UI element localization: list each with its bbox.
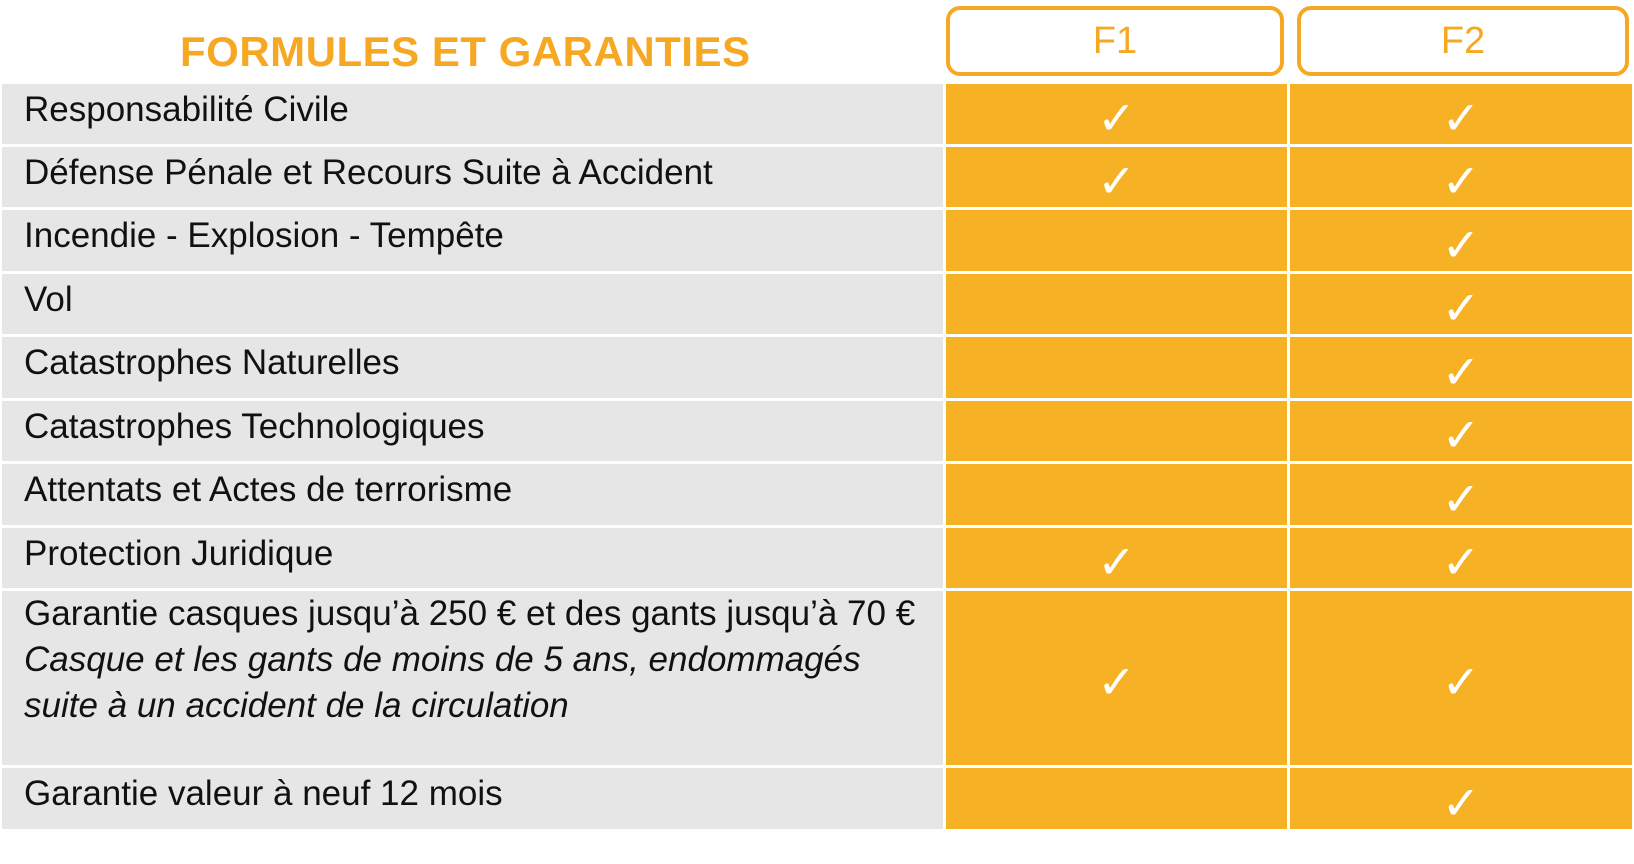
guarantee-label: Responsabilité Civile — [2, 84, 943, 144]
checkmark-icon: ✓ — [1097, 535, 1136, 589]
table-row — [2, 401, 1634, 461]
guarantee-note: Casque et les gants de moins de 5 ans, endommagés suite à un accident de la circulation — [24, 640, 861, 725]
f2-cell — [1290, 401, 1632, 461]
table-row — [2, 210, 1634, 271]
f2-cell — [1290, 591, 1632, 765]
f1-cell — [946, 337, 1287, 398]
f1-cell — [946, 274, 1287, 334]
table-row — [2, 84, 1634, 144]
f1-cell — [946, 464, 1287, 525]
table-row — [2, 768, 1634, 829]
checkmark-icon: ✓ — [1441, 408, 1481, 462]
column-header-f2: F2 — [1297, 6, 1629, 76]
checkmark-icon: ✓ — [1097, 154, 1136, 208]
checkmark-icon: ✓ — [1441, 344, 1481, 399]
f1-cell — [946, 401, 1287, 461]
table-row — [2, 274, 1634, 334]
f2-cell — [1290, 84, 1632, 144]
checkmark-icon: ✓ — [1441, 217, 1481, 272]
page-title: FORMULES ET GARANTIES — [180, 28, 751, 75]
table-row — [2, 591, 1634, 765]
guarantee-label: Catastrophes Technologiques — [2, 401, 943, 461]
checkmark-icon: ✓ — [1441, 775, 1481, 830]
table-row — [2, 337, 1634, 398]
checkmark-icon: ✓ — [1097, 655, 1136, 709]
f2-cell — [1290, 337, 1632, 398]
f1-cell — [946, 210, 1287, 271]
guarantees-table — [2, 84, 1634, 832]
f1-cell — [946, 147, 1287, 207]
guarantee-label: Incendie - Explosion - Tempête — [2, 210, 943, 271]
f2-cell — [1290, 528, 1632, 588]
column-header-f1: F1 — [946, 6, 1284, 76]
checkmark-icon: ✓ — [1441, 535, 1481, 589]
checkmark-icon: ✓ — [1097, 91, 1136, 145]
guarantee-label: Catastrophes Naturelles — [2, 337, 943, 398]
f2-cell — [1290, 768, 1632, 829]
guarantee-label: Attentats et Actes de terrorisme — [2, 464, 943, 525]
table-row — [2, 147, 1634, 207]
f2-cell — [1290, 147, 1632, 207]
f1-cell — [946, 591, 1287, 765]
f2-cell — [1290, 274, 1632, 334]
checkmark-icon: ✓ — [1441, 154, 1481, 208]
checkmark-icon: ✓ — [1441, 91, 1481, 145]
f2-cell — [1290, 464, 1632, 525]
f1-cell — [946, 768, 1287, 829]
checkmark-icon: ✓ — [1441, 471, 1481, 526]
table-row — [2, 528, 1634, 588]
f2-cell — [1290, 210, 1632, 271]
guarantee-label: Protection Juridique — [2, 528, 943, 588]
guarantee-label: Garantie valeur à neuf 12 mois — [2, 768, 943, 829]
checkmark-icon: ✓ — [1441, 281, 1481, 335]
f1-cell — [946, 528, 1287, 588]
f1-cell — [946, 84, 1287, 144]
guarantee-label: Vol — [2, 274, 943, 334]
guarantee-label: Garantie casques jusqu’à 250 € et des gants jusqu’à 70 € Casque et les gants de moins de 5 ans, endommagés suite à un accident de la circulation — [2, 591, 943, 765]
checkmark-icon: ✓ — [1441, 655, 1481, 709]
table-row — [2, 464, 1634, 525]
guarantee-label: Défense Pénale et Recours Suite à Accident — [2, 147, 943, 207]
